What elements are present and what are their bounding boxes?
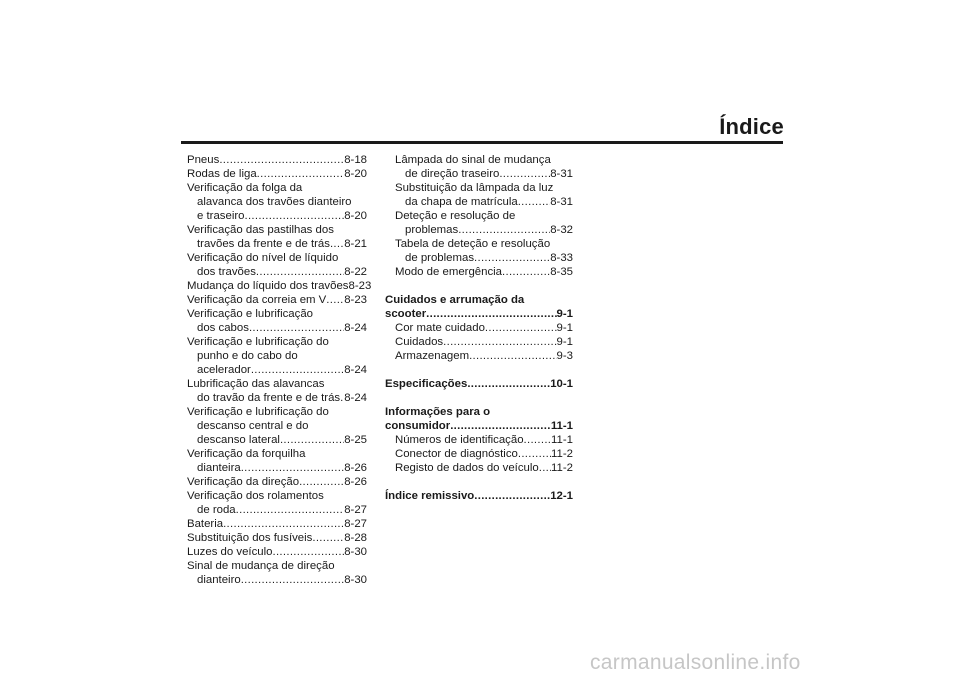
toc-entry-title: Rodas de liga bbox=[187, 168, 257, 180]
toc-entry[interactable] bbox=[385, 335, 573, 349]
toc-page-number: 8-24 bbox=[344, 364, 367, 376]
toc-entry[interactable] bbox=[187, 475, 367, 489]
toc-page-number: 10-1 bbox=[550, 378, 573, 390]
toc-entry-title: de problemas bbox=[405, 252, 475, 264]
dot-leader bbox=[236, 503, 345, 517]
toc-entry[interactable] bbox=[187, 321, 367, 335]
toc-entry[interactable] bbox=[187, 433, 367, 447]
toc-page-number: 11-1 bbox=[550, 420, 573, 432]
toc-entry-title: dianteiro bbox=[197, 574, 241, 586]
dot-leader bbox=[499, 167, 550, 181]
toc-line: Verificação e lubrificação do bbox=[187, 406, 329, 418]
toc-entry-title: Substituição dos fusíveis bbox=[187, 532, 313, 544]
toc-page-number: 8-21 bbox=[344, 238, 367, 250]
dot-leader bbox=[469, 349, 556, 363]
toc-page-number: 9-1 bbox=[556, 322, 573, 334]
toc-entry-title: consumidor bbox=[385, 420, 451, 432]
toc-entry-title: de direção traseiro bbox=[405, 168, 500, 180]
dot-leader bbox=[256, 265, 344, 279]
watermark: carmanualsonline.info bbox=[590, 651, 801, 674]
dot-leader bbox=[273, 545, 345, 559]
toc-entry[interactable] bbox=[385, 307, 573, 321]
toc-page-number: 8-22 bbox=[344, 266, 367, 278]
toc-entry-title: e traseiro bbox=[197, 210, 245, 222]
toc-column-left bbox=[187, 153, 372, 587]
toc-entry-title: Especificações bbox=[385, 378, 468, 390]
toc-page-number: 8-27 bbox=[344, 504, 367, 516]
toc-entry[interactable] bbox=[187, 545, 367, 559]
toc-line: Sinal de mudança de direção bbox=[187, 560, 335, 572]
toc-entry-title: Luzes do veículo bbox=[187, 546, 273, 558]
toc-entry[interactable] bbox=[385, 461, 573, 475]
dot-leader bbox=[443, 335, 556, 349]
toc-entry-title: Números de identificação bbox=[395, 434, 524, 446]
toc-entry[interactable] bbox=[385, 223, 573, 237]
page-title: Índice bbox=[719, 114, 784, 139]
toc-entry-title: dos cabos bbox=[197, 322, 249, 334]
toc-line: Verificação da forquilha bbox=[187, 448, 306, 460]
toc-entry[interactable] bbox=[187, 461, 367, 475]
toc-gap bbox=[385, 363, 573, 377]
title-rule bbox=[181, 141, 783, 144]
toc-page-number: 11-2 bbox=[551, 448, 573, 460]
toc-line: Verificação e lubrificação bbox=[187, 308, 313, 320]
toc-entry-title: da chapa de matrícula bbox=[405, 196, 518, 208]
dot-leader bbox=[280, 433, 344, 447]
toc-entry[interactable] bbox=[385, 433, 573, 447]
toc-page-number: 9-1 bbox=[556, 336, 573, 348]
toc-line: Verificação do nível de líquido bbox=[187, 252, 339, 264]
toc-page-number: 11-2 bbox=[551, 462, 573, 474]
dot-leader bbox=[312, 531, 344, 545]
toc-page-number: 8-30 bbox=[344, 546, 367, 558]
toc-entry-title: problemas bbox=[405, 224, 459, 236]
dot-leader bbox=[223, 517, 344, 531]
dot-leader bbox=[518, 195, 550, 209]
toc-page-number: 8-31 bbox=[550, 168, 573, 180]
toc-line: Substituição da lâmpada da luz bbox=[395, 182, 554, 194]
dot-leader bbox=[524, 433, 552, 447]
toc-entry[interactable] bbox=[187, 363, 367, 377]
toc-gap bbox=[385, 475, 573, 489]
dot-leader bbox=[426, 307, 556, 321]
toc-entry-title: Pneus bbox=[187, 154, 220, 166]
toc-column-right bbox=[385, 153, 573, 503]
toc-page-number: 12-1 bbox=[550, 490, 573, 502]
toc-gap bbox=[385, 279, 573, 293]
toc-page-number: 8-33 bbox=[550, 252, 573, 264]
dot-leader bbox=[257, 167, 345, 181]
toc-entry-title: do travão da frente e de trás bbox=[197, 392, 341, 404]
dot-leader bbox=[219, 153, 344, 167]
toc-entry[interactable] bbox=[385, 167, 573, 181]
toc-page-number: 8-18 bbox=[344, 154, 367, 166]
toc-line: Deteção e resolução de bbox=[395, 210, 516, 222]
toc-entry-title: Registo de dados do veículo bbox=[395, 462, 539, 474]
toc-page-number: 9-3 bbox=[556, 350, 573, 362]
toc-entry-title: de roda bbox=[197, 504, 236, 516]
dot-leader bbox=[241, 461, 344, 475]
toc-entry[interactable] bbox=[385, 419, 573, 433]
toc-entry-title: dianteira bbox=[197, 462, 241, 474]
toc-entry[interactable] bbox=[385, 195, 573, 209]
toc-entry[interactable] bbox=[187, 153, 367, 167]
toc-page-number: 8-20 bbox=[344, 168, 367, 180]
toc-entry[interactable] bbox=[187, 293, 367, 307]
toc-entry[interactable] bbox=[385, 377, 573, 391]
toc-line: Verificação e lubrificação do bbox=[187, 336, 329, 348]
toc-line: descanso central e do bbox=[197, 420, 309, 432]
toc-entry-title: Modo de emergência bbox=[395, 266, 503, 278]
toc-entry[interactable] bbox=[385, 447, 573, 461]
dot-leader bbox=[241, 573, 344, 587]
dot-leader bbox=[251, 363, 344, 377]
toc-page-number: 8-28 bbox=[344, 532, 367, 544]
toc-page-number: 8-26 bbox=[344, 462, 367, 474]
dot-leader bbox=[299, 475, 344, 489]
toc-entry[interactable] bbox=[187, 517, 367, 531]
toc-entry-title: Verificação da correia em V bbox=[187, 294, 327, 306]
toc-entry-title: travões da frente e de trás bbox=[197, 238, 330, 250]
toc-line: Verificação da folga da bbox=[187, 182, 303, 194]
toc-entry[interactable] bbox=[385, 349, 573, 363]
toc-page-number: 8-26 bbox=[344, 476, 367, 488]
toc-entry[interactable] bbox=[187, 391, 367, 405]
toc-entry[interactable] bbox=[187, 237, 367, 251]
dot-leader bbox=[502, 265, 550, 279]
toc-page-number: 8-24 bbox=[344, 322, 367, 334]
toc-entry-title: Bateria bbox=[187, 518, 224, 530]
dot-leader bbox=[467, 377, 550, 391]
toc-line: punho e do cabo do bbox=[197, 350, 298, 362]
toc-entry[interactable] bbox=[385, 321, 573, 335]
toc-page-number: 8-25 bbox=[344, 434, 367, 446]
toc-entry[interactable] bbox=[385, 489, 573, 503]
toc-line: Verificação das pastilhas dos bbox=[187, 224, 334, 236]
toc-page-number: 8-31 bbox=[550, 196, 573, 208]
toc-line: Cuidados e arrumação da bbox=[385, 294, 525, 306]
toc-entry-title: descanso lateral bbox=[197, 434, 280, 446]
dot-leader bbox=[539, 461, 551, 475]
dot-leader bbox=[485, 321, 557, 335]
toc-gap bbox=[385, 391, 573, 405]
toc-entry[interactable] bbox=[187, 279, 372, 293]
toc-page-number: 8-23 bbox=[344, 294, 367, 306]
toc-entry-title: Mudança do líquido dos travões bbox=[187, 280, 349, 292]
toc-page-number: 8-32 bbox=[550, 224, 573, 236]
toc-entry[interactable] bbox=[187, 503, 367, 517]
dot-leader bbox=[474, 251, 550, 265]
dot-leader bbox=[458, 223, 550, 237]
toc-line: Verificação dos rolamentos bbox=[187, 490, 324, 502]
toc-entry-title: acelerador bbox=[197, 364, 251, 376]
toc-entry[interactable] bbox=[385, 265, 573, 279]
dot-leader bbox=[326, 293, 344, 307]
toc-line: Informações para o bbox=[385, 406, 491, 418]
toc-entry[interactable] bbox=[187, 167, 367, 181]
toc-entry[interactable] bbox=[187, 209, 367, 223]
dot-leader bbox=[450, 419, 551, 433]
toc-line: Lâmpada do sinal de mudança bbox=[395, 154, 551, 166]
toc-page-number: 8-30 bbox=[344, 574, 367, 586]
dot-leader bbox=[249, 321, 344, 335]
toc-page-number: 8-24 bbox=[344, 392, 367, 404]
toc-page-number: 11-1 bbox=[551, 434, 573, 446]
toc-page-number: 8-35 bbox=[550, 266, 573, 278]
toc-page-number: 8-27 bbox=[344, 518, 367, 530]
toc-entry-title: scooter bbox=[385, 308, 427, 320]
toc-line: alavanca dos travões dianteiro bbox=[197, 196, 352, 208]
toc-entry-title: Cuidados bbox=[395, 336, 444, 348]
toc-line: Lubrificação das alavancas bbox=[187, 378, 325, 390]
toc-page-number: 8-23 bbox=[348, 280, 372, 292]
dot-leader bbox=[474, 489, 550, 503]
toc-entry-title: Índice remissivo bbox=[385, 490, 475, 502]
toc-page-number: 9-1 bbox=[556, 308, 573, 320]
dot-leader bbox=[330, 237, 344, 251]
dot-leader bbox=[244, 209, 344, 223]
toc-entry[interactable] bbox=[187, 531, 367, 545]
toc-entry-title: Cor mate cuidado bbox=[395, 322, 485, 334]
toc-entry-title: dos travões bbox=[197, 266, 256, 278]
toc-entry[interactable] bbox=[187, 265, 367, 279]
toc-entry[interactable] bbox=[187, 573, 367, 587]
toc-entry-title: Armazenagem bbox=[395, 350, 470, 362]
toc-entry-title: Conector de diagnóstico bbox=[395, 448, 518, 460]
toc-entry[interactable] bbox=[385, 251, 573, 265]
toc-line: Tabela de deteção e resolução bbox=[395, 238, 551, 250]
toc-entry-title: Verificação da direção bbox=[187, 476, 300, 488]
toc-page-number: 8-20 bbox=[344, 210, 367, 222]
dot-leader bbox=[518, 447, 551, 461]
